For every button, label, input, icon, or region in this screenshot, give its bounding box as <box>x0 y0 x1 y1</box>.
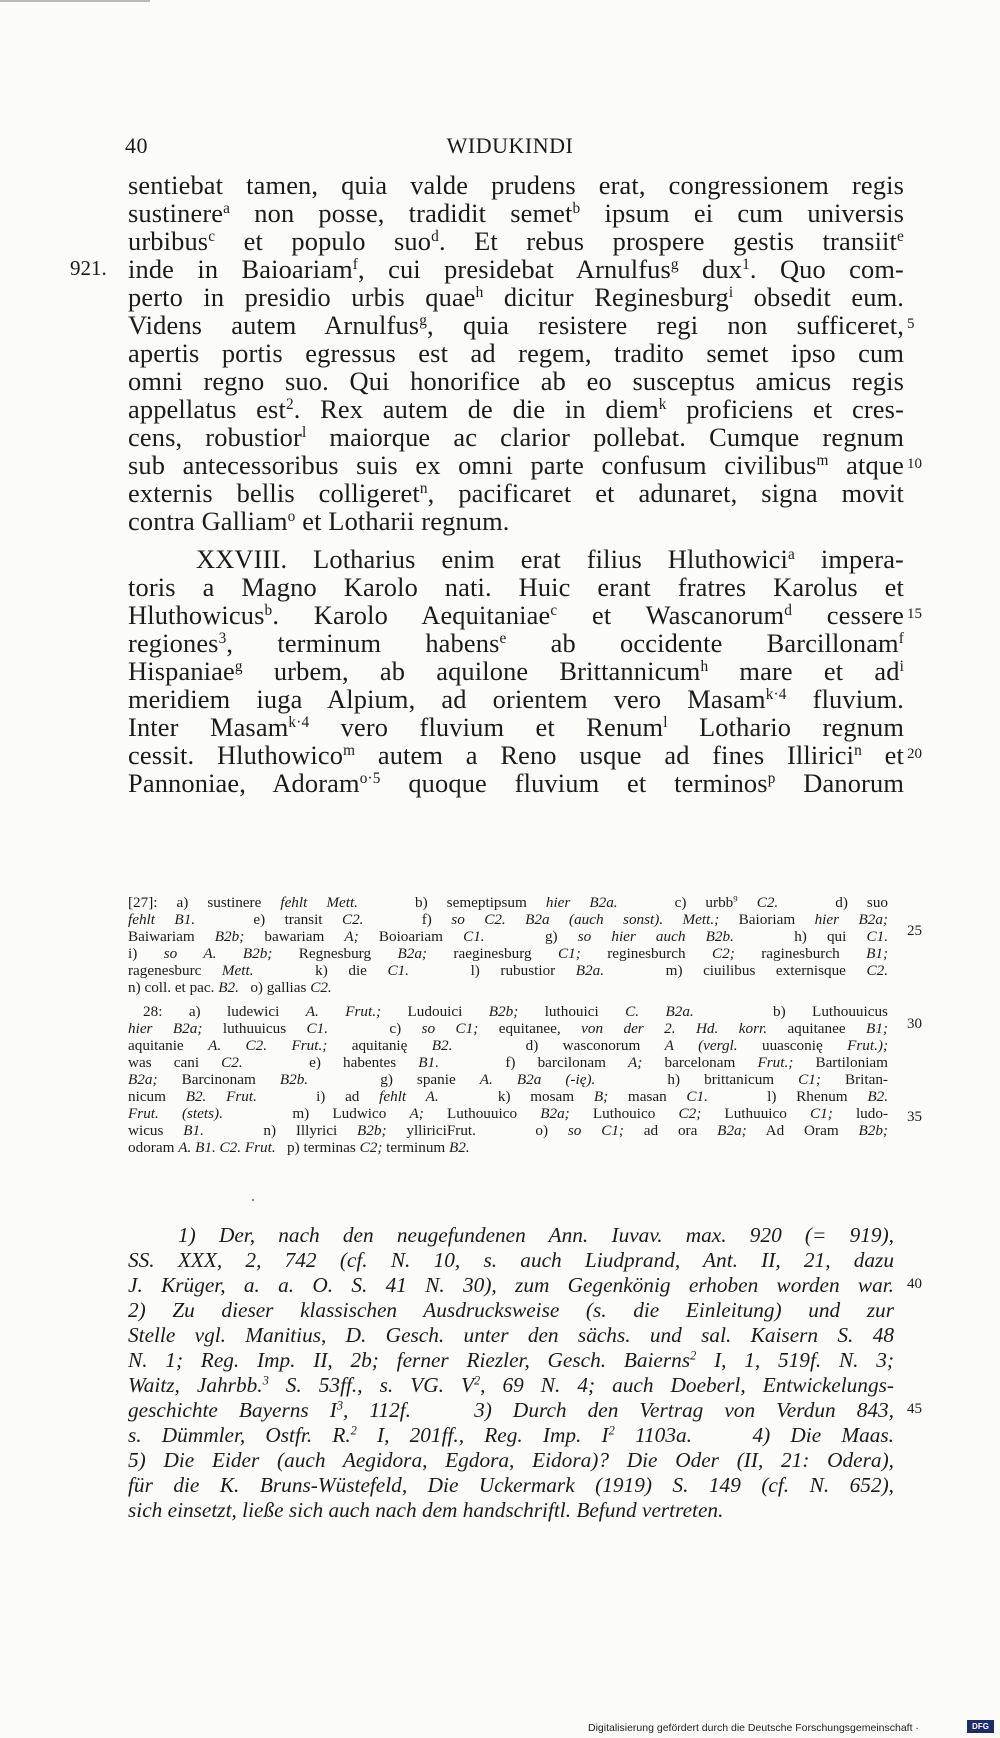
scan-edge-line <box>0 0 150 2</box>
commentary-line: s. Dümmler, Ostfr. R.$^2$ I, 201ff., Reg. Imp. $I^2$ 1103a. 4) Die Maas. <box>128 1423 894 1447</box>
commentary-line: Waitz, Jahrbb.$^3$ S. 53ff., s. VG. $V^2$, 69 N. 4; auch Doeberl, Entwickelungs- <box>128 1373 894 1397</box>
line-number: 35 <box>907 1109 922 1125</box>
line-number: 15 <box>907 606 922 622</box>
commentary-line: sich einsetzt, ließe sich auch nach dem handschriftl. Befund vertreten. <box>128 1498 724 1522</box>
commentary-line: 1) Der, nach den neugefundenen Ann. Iuvav. max. 920 (= 919), <box>178 1223 894 1247</box>
apparatus-line: aquitanie A. C2. Frut.; aquitanię B2. d) wasconorum A (vergl. uuasconię Frut.); <box>128 1037 889 1054</box>
commentary-line: N. 1; Reg. Imp. II, 2b; ferner Riezler, Gesch. Baierns$^2$ I, 1, 519f. N. 3; <box>128 1348 894 1372</box>
main-line: regiones$^3$, terminum habens$^e$ ab occidente Barcillonam$^f$ <box>128 628 904 658</box>
main-line: sub antecessoribus suis ex omni parte confusum civilibus$^m$ atque <box>128 450 904 480</box>
commentary-line: 5) Die Eider (auch Aegidora, Egdora, Eidora)? Die Oder (II, 21: Odera), <box>128 1448 894 1472</box>
ink-speck <box>252 1199 254 1201</box>
apparatus-line: Frut. (stets). m) Ludwico A; Luthouuico B2a; Luthouico C2; Luthuuico C1; ludo- <box>128 1105 889 1122</box>
commentary-line: Stelle vgl. Manitius, D. Gesch. unter den sächs. und sal. Kaisern S. 48 <box>128 1323 894 1347</box>
main-line: apertis portis egressus est ad regem, tradito semet ipso cum <box>128 338 904 368</box>
main-line: Hispaniae$^g$ urbem, ab aquilone Brittannicum$^h$ mare et $ad^i$ <box>128 656 905 686</box>
main-line: externis bellis colligeret$^n$, pacificaret et adunaret, signa movit <box>128 478 904 508</box>
commentary-line: für die K. Bruns-Wüstefeld, Die Uckermark (1919) S. 149 (cf. N. 652), <box>128 1473 894 1497</box>
margin-year: 921. <box>70 256 107 280</box>
main-line: appellatus est$^2$. Rex autem de die in diem$^k$ proficiens et cres- <box>128 394 905 424</box>
main-line: perto in presidio urbis quae$^h$ dicitur Reginesburg$^i$ obsedit eum. <box>128 282 904 312</box>
main-line: inde in Baioariam$^f$, cui presidebat Arnulfus$^g$ dux$^1$. Quo com- <box>128 254 904 284</box>
commentary-line: SS. XXX, 2, 742 (cf. N. 10, s. auch Liudprand, Ant. II, 21, dazu <box>128 1248 894 1272</box>
main-line: cens, robustior$^l$ maiorque ac clarior pollebat. Cumque regnum <box>128 422 904 452</box>
main-line: Inter Masam$^{k\cdot 4}$ vero fluvium et Renum$^l$ Lothario regnum <box>128 712 904 742</box>
line-number: 45 <box>907 1401 922 1417</box>
main-line: toris a Magno Karolo nati. Huic erant fratres Karolus et <box>128 572 904 602</box>
commentary-line: J. Krüger, a. a. O. S. 41 N. 30), zum Gegenkönig erhoben worden war. <box>128 1273 894 1297</box>
main-line: urbibus$^c$ et populo suo$^d$. Et rebus prospere gestis transiit$^e$ <box>128 226 904 256</box>
apparatus-line: i) so A. B2b; Regnesburg B2a; raeginesburg C1; reginesburch C2; raginesburch B1; <box>128 945 889 962</box>
funding-note: Digitalisierung gefördert durch die Deutsche Forschungsgemeinschaft · <box>588 1722 919 1734</box>
main-line: Pannoniae, Adoram$^{o\cdot 5}$ quoque fluvium et terminos$^p$ Danorum <box>128 768 904 798</box>
apparatus-line: n) coll. et pac. B2. o) gallias C2. <box>128 979 332 996</box>
main-line: Videns autem Arnulfus$^g$, quia resistere regi non sufficeret, <box>128 310 904 340</box>
main-line: cessit. Hluthowico$^m$ autem a Reno usque ad fines Illirici$^n$ et <box>128 740 905 770</box>
apparatus-line: B2a; Barcinonam B2b. g) spanie A. B2a (-ię). h) brittanicum C1; Britan- <box>128 1071 888 1088</box>
main-line: sentiebat tamen, quia valde prudens erat, congressionem regis <box>128 170 904 200</box>
main-line: meridiem iuga Alpium, ad orientem vero Masam$^{k\cdot 4}$ fluvium. <box>128 684 904 714</box>
line-number: 30 <box>907 1016 922 1032</box>
commentary-line: 2) Zu dieser klassischen Ausdrucksweise (s. die Einleitung) und zur <box>128 1298 894 1322</box>
line-number: 10 <box>907 456 922 472</box>
commentary-line: geschichte Bayerns $I^3$, 112f. 3) Durch den Vertrag von Verdun 843, <box>128 1398 894 1422</box>
dfg-logo: DFG <box>967 1720 994 1733</box>
line-number: 25 <box>907 923 922 939</box>
line-number: 40 <box>907 1276 922 1292</box>
main-line: Hluthowicus$^b$. Karolo Aequitaniae$^c$ et Wascanorum$^d$ cessere <box>128 600 904 630</box>
running-title: WIDUKINDI <box>446 133 574 158</box>
line-number: 20 <box>907 746 922 762</box>
main-line: sustinere$^a$ non posse, tradidit semet$^b$ ipsum ei cum universis <box>128 198 904 228</box>
main-line: contra Galliam$^o$ et Lotharii regnum. <box>128 506 510 536</box>
apparatus-line: hier B2a; luthuuicus C1. c) so C1; equitanee, von der 2. Hd. korr. aquitanee B1; <box>128 1020 888 1037</box>
main-line: omni regno suo. Qui honorifice ab eo susceptus amicus regis <box>128 366 904 396</box>
apparatus-line: fehlt B1. e) transit C2. f) so C2. B2a (auch sonst). Mett.; Baioriam hier B2a; <box>128 911 888 928</box>
page-number: 40 <box>125 133 148 158</box>
apparatus-line: [27]: a) sustinere fehlt Mett. b) semeptipsum hier B2a. c) urbb$^9$ C2. d) suo <box>128 893 889 911</box>
apparatus-line: ragenesburc Mett. k) die C1. l) rubustior B2a. m) ciuilibus externisque C2. <box>128 962 888 979</box>
apparatus-line: was cani C2. e) habentes B1. f) barcilonam A; barcelonam Frut.; Bartiloniam <box>128 1054 888 1071</box>
apparatus-line: Baiwariam B2b; bawariam A; Boioariam C1. g) so hier auch B2b. h) qui C1. <box>128 928 889 945</box>
apparatus-line: odoram A. B1. C2. Frut. p) terminas C2; terminum B2. <box>128 1139 470 1156</box>
apparatus-line: 28: a) ludewici A. Frut.; Ludouici B2b; luthouici C. B2a. b) Luthouuicus <box>143 1003 888 1020</box>
chapter-first-line: XXVIII. Lotharius enim erat filius Hluthowici$^a$ impera- <box>196 544 904 574</box>
apparatus-line: nicum B2. Frut. i) ad fehlt A. k) mosam B; masan C1. l) Rhenum B2. <box>128 1088 888 1105</box>
apparatus-line: wicus B1. n) Illyrici B2b; ylliriciFrut. o) so C1; ad ora B2a; Ad Oram B2b; <box>128 1122 888 1139</box>
line-number: 5 <box>907 316 915 332</box>
